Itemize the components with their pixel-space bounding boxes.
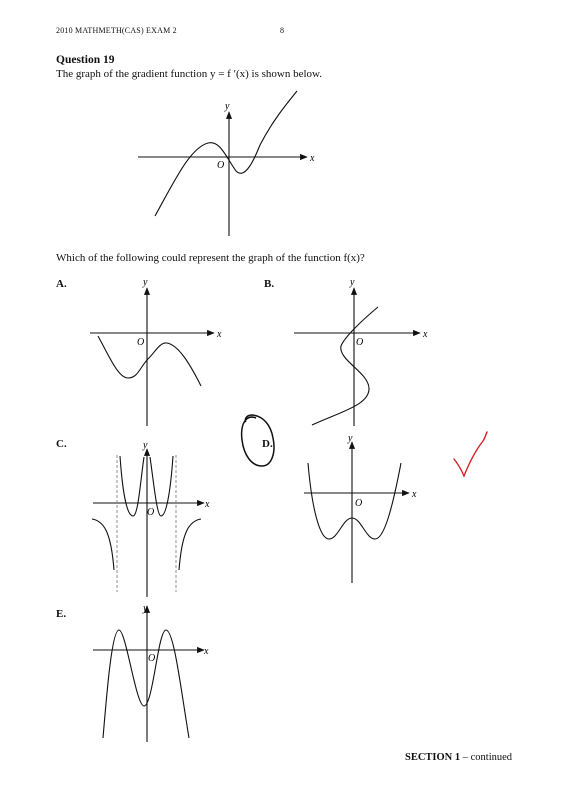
option-e-y-label: y xyxy=(143,603,148,614)
exam-header: 2010 MATHMETH(CAS) EXAM 2 xyxy=(56,26,177,35)
option-b-graph xyxy=(294,288,420,426)
section-label: SECTION 1 xyxy=(405,752,461,763)
option-d-label: D. xyxy=(262,438,273,450)
section-footer xyxy=(405,752,512,763)
option-e-origin-label: O xyxy=(148,653,156,664)
hand-drawn-circle-around-d xyxy=(242,415,274,466)
option-b-x-label: x xyxy=(423,329,428,340)
option-c-label: C. xyxy=(56,438,67,450)
option-b-y-label: y xyxy=(350,277,355,288)
continued-label: – continued xyxy=(460,752,513,763)
option-a-curve xyxy=(98,336,201,386)
option-c-graph xyxy=(92,449,204,597)
question-prompt: Which of the following could represent the graph of the function f(x)? xyxy=(56,252,365,264)
option-a-y-label: y xyxy=(143,277,148,288)
option-d-y-label: y xyxy=(348,433,353,444)
red-tick-mark-icon xyxy=(454,432,487,476)
option-d-origin-label: O xyxy=(355,498,363,509)
option-a-x-label: x xyxy=(217,329,222,340)
option-b-origin-label: O xyxy=(356,337,364,348)
option-a-origin-label: O xyxy=(137,337,145,348)
option-c-x-label: x xyxy=(205,499,210,510)
option-a-graph xyxy=(90,288,214,426)
gradient-y-label: y xyxy=(225,101,230,112)
option-d-x-label: x xyxy=(412,489,417,500)
option-c-branch-left xyxy=(92,519,114,570)
option-b-label: B. xyxy=(264,278,275,290)
gradient-x-label: x xyxy=(310,153,315,164)
option-c-branch-mid-left xyxy=(120,456,144,516)
option-c-origin-label: O xyxy=(147,507,155,518)
option-c-branch-right xyxy=(179,519,201,570)
question-title: Question 19 xyxy=(56,54,115,66)
option-e-label: E. xyxy=(56,608,67,620)
option-b-curve xyxy=(312,307,378,425)
option-d-graph xyxy=(304,442,409,583)
question-stem: The graph of the gradient function y = f ′(x) is shown below. xyxy=(56,68,323,80)
page-number: 8 xyxy=(280,26,285,35)
option-e-x-label: x xyxy=(204,646,209,657)
option-a-label: A. xyxy=(56,278,67,290)
option-e-curve xyxy=(103,630,189,738)
option-e-graph xyxy=(93,606,204,742)
gradient-origin-label: O xyxy=(217,160,225,171)
option-c-y-label: y xyxy=(143,440,148,451)
